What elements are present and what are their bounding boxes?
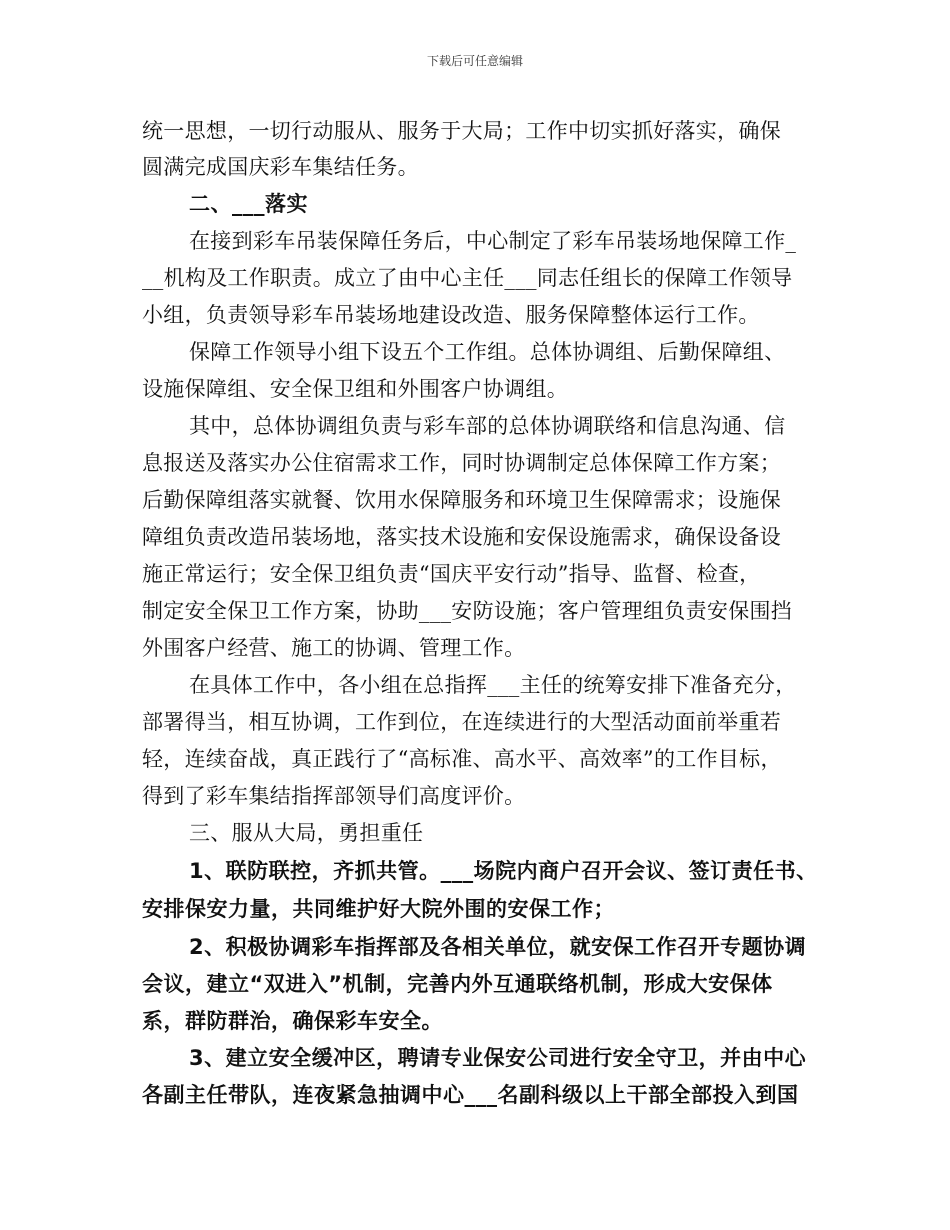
- paragraph-line: 其中，总体协调组负责与彩车部的总体协调联络和信息沟通、信: [189, 414, 786, 438]
- bold-paragraph-line: 2、积极协调彩车指挥部及各相关单位，就安保工作召开专题协调: [189, 935, 807, 959]
- header-note: 下载后可任意编辑: [426, 54, 523, 68]
- paragraph-line: 施正常运行；安全保卫组负责“国庆平安行动”指导、监督、检查，: [142, 562, 761, 586]
- paragraph-line: 在接到彩车吊装保障任务后，中心制定了彩车吊装场地保障工作_: [189, 229, 797, 253]
- section-heading: 三、服从大局，勇担重任: [189, 821, 424, 845]
- paragraph-line: 息报送及落实办公住宿需求工作，同时协调制定总体保障工作方案；: [142, 451, 781, 475]
- paragraph-line: 圆满完成国庆彩车集结任务。: [142, 155, 419, 179]
- paragraph-line: 小组，负责领导彩车吊装场地建设改造、服务保障整体运行工作。: [142, 303, 760, 327]
- bold-paragraph-line: 安排保安力量，共同维护好大院外围的安保工作；: [142, 897, 615, 921]
- paragraph-line: 在具体工作中，各小组在总指挥___主任的统筹安排下准备充分，: [189, 673, 797, 697]
- paragraph-line: 后勤保障组落实就餐、饮用水保障服务和环境卫生保障需求；设施保: [142, 488, 781, 512]
- paragraph-line: __机构及工作职责。成立了由中心主任___同志任组长的保障工作领导: [142, 266, 793, 290]
- bold-paragraph-line: 会议，建立“双进入”机制，完善内外互通联络机制，形成大安保体: [142, 972, 773, 996]
- paragraph-line: 统一思想，一切行动服从、服务于大局；工作中切实抓好落实，确保: [142, 119, 781, 143]
- bold-paragraph-line: 系，群防群治，确保彩车安全。: [142, 1009, 443, 1033]
- paragraph-line: 设施保障组、安全保卫组和外围客户协调组。: [142, 377, 568, 401]
- paragraph-line: 障组负责改造吊装场地，落实技术设施和安保设施需求，确保设备设: [142, 525, 781, 549]
- paragraph-line: 部署得当，相互协调，工作到位，在连续进行的大型活动面前举重若: [142, 710, 781, 734]
- paragraph-line: 制定安全保卫工作方案，协助___安防设施；客户管理组负责安保围挡: [142, 599, 793, 623]
- paragraph-line: 得到了彩车集结指挥部领导们高度评价。: [142, 784, 526, 808]
- paragraph-line: 轻，连续奋战，真正践行了“高标准、高水平、高效率”的工作目标，: [142, 747, 782, 771]
- paragraph-line: 外围客户经营、施工的协调、管理工作。: [142, 636, 526, 660]
- section-heading: 二、___落实: [189, 192, 308, 216]
- paragraph-line: 保障工作领导小组下设五个工作组。总体协调组、后勤保障组、: [189, 340, 786, 364]
- bold-paragraph-line: 3、建立安全缓冲区，聘请专业保安公司进行安全守卫，并由中心: [189, 1046, 807, 1070]
- bold-paragraph-line: 1、联防联控，齐抓共管。___场院内商户召开会议、签订责任书、: [189, 859, 818, 883]
- bold-paragraph-line: 各副主任带队，连夜紧急抽调中心___名副科级以上干部全部投入到国: [142, 1083, 799, 1107]
